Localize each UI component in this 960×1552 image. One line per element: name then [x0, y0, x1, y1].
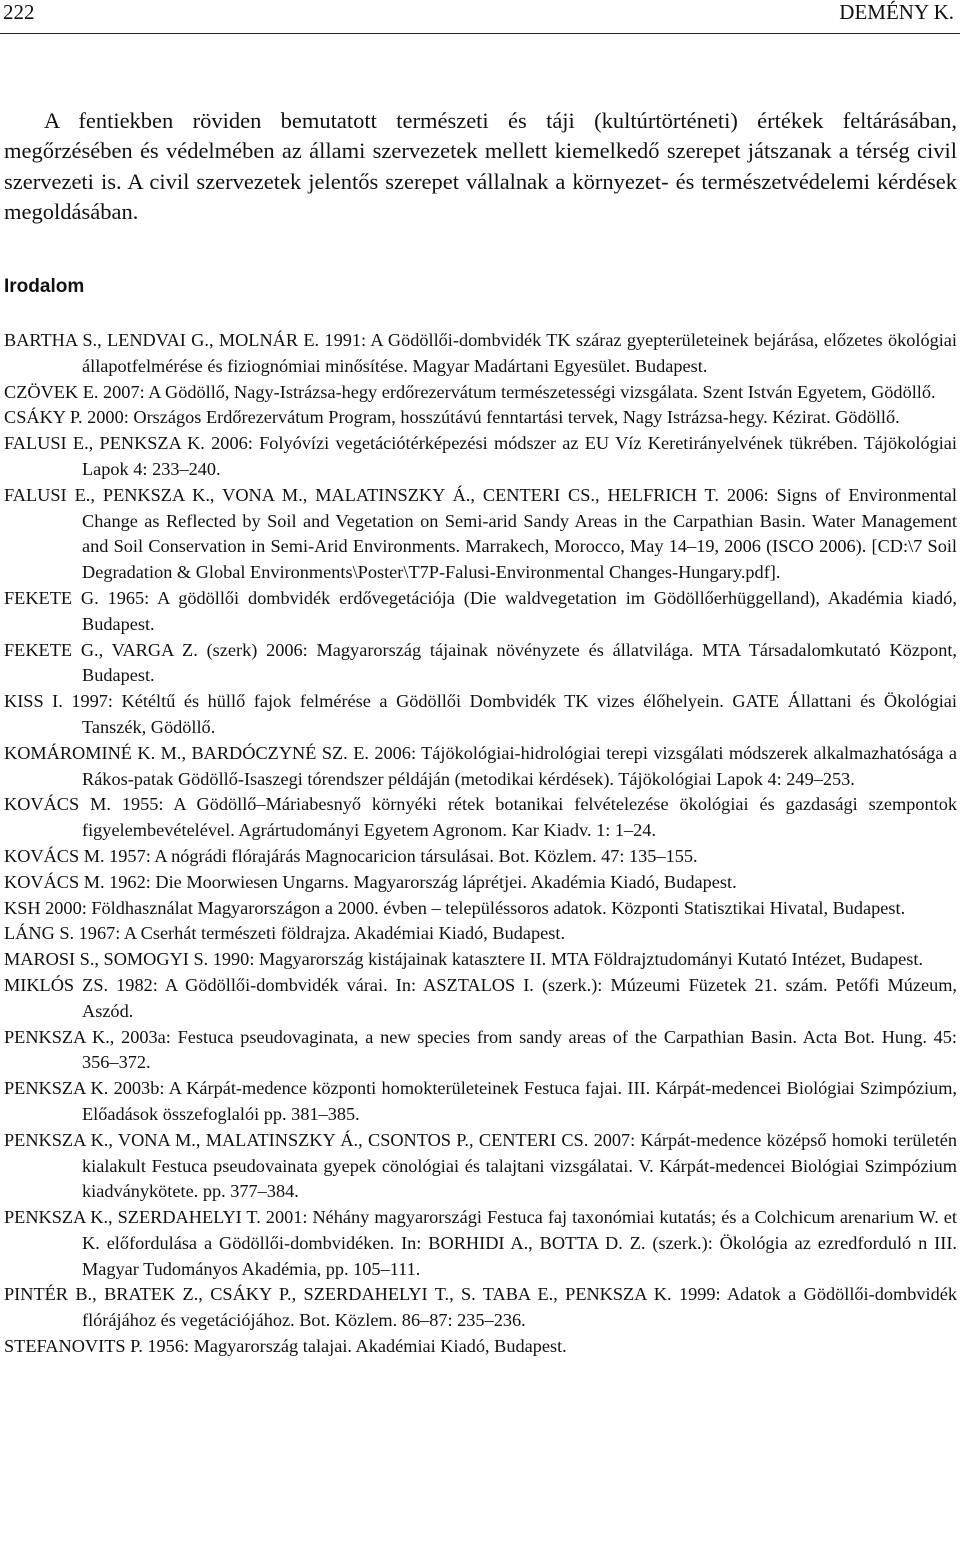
reference-entry: [4, 1076, 957, 1128]
page-header: [0, 0, 960, 30]
reference-authors: PENKSZA K.: [4, 1078, 109, 1099]
reference-text: , 2003a: Festuca pseudovaginata, a new species from sandy areas of the Carpathian Basin. Acta Bot. Hung. 45: 356–372.: [82, 1026, 958, 1073]
reference-authors: MAROSI S., SOMOGYI S.: [4, 949, 209, 970]
reference-text: 2003b: A Kárpát-medence központi homokterületeinek Festuca fajai. III. Kárpát-medencei Biológiai Szimpózium, Előadások összefoglalói pp. 381–385.: [82, 1078, 957, 1124]
reference-authors: CZÖVEK E.: [4, 381, 99, 402]
reference-entry: [4, 792, 957, 844]
reference-authors: KSH: [4, 897, 41, 918]
reference-text: 1956: Magyarország talajai. Akadémiai Kiadó, Budapest.: [142, 1336, 567, 1357]
reference-authors: KOVÁCS M.: [4, 845, 105, 866]
reference-entry: [4, 1334, 957, 1360]
reference-text: 2000: Országos Erdőrezervátum Program, hosszútávú fenntartási tervek, Nagy Istrázsa-hegy. Kézirat. Gödöllő.: [82, 407, 900, 428]
reference-entry: [4, 921, 957, 947]
reference-entry: [4, 638, 957, 690]
section-title: Irodalom: [4, 276, 85, 297]
reference-authors: BARTHA S., LENDVAI G., MOLNÁR E.: [4, 330, 320, 350]
reference-entry: [4, 1025, 957, 1077]
reference-list: [4, 328, 957, 1360]
header-rule: [0, 33, 960, 34]
reference-text: 1990: Magyarország kistájainak katasztere II. MTA Földrajztudományi Kutató Intézet, Budapest.: [208, 949, 924, 970]
reference-text: 2006: Tájökológiai-hidrológiai terepi vizsgálati módszerek alkalmazhatósága a Rákos-patak Gödöllő-Isaszegi tórendszer példáján (metodikai kérdések). Tájökológiai Lapok 4: 249–253.: [82, 742, 957, 789]
reference-entry: [4, 947, 957, 973]
reference-authors: LÁNG S.: [4, 923, 75, 944]
reference-entry: [4, 870, 957, 896]
reference-text: 1967: A Cserhát természeti földrajza. Akadémiai Kiadó, Budapest.: [74, 923, 566, 944]
reference-authors: FALUSI E., PENKSZA K.: [4, 433, 205, 454]
reference-authors: KOMÁROMINÉ K. M., BARDÓCZYNÉ SZ. E.: [4, 742, 369, 763]
reference-authors: FEKETE G.: [4, 587, 99, 608]
reference-text: 2007: A Gödöllő, Nagy-Istrázsa-hegy erdőrezervátum természetességi vizsgálata. Szent István Egyetem, Gödöllő.: [98, 381, 936, 402]
reference-authors: KOVÁCS M.: [4, 794, 111, 815]
reference-authors: PENKSZA K., VONA M., MALATINSZKY Á., CSONTOS P., CENTERI CS.: [4, 1129, 589, 1150]
reference-authors: PENKSZA K., SZERDAHELYI T.: [4, 1207, 261, 1228]
reference-entry: [4, 431, 957, 483]
reference-text: 2006: Signs of Environmental Change as Reflected by Soil and Vegetation on Semi-arid Sandy Areas in the Carpathian Basin. Water Management and Soil Conservation in Semi-Arid Environments. Marrakech, Morocco, May 14–19, 2006 (ISCO 2006). [CD:\7 Soil Degradation & Global Environments\Poster\T7P-Falusi-Environmental Changes-Hungary.pdf].: [82, 484, 957, 583]
reference-entry: [4, 483, 957, 586]
reference-text: 2001: Néhány magyarországi Festuca faj taxonómiai kutatás; és a Colchicum arenarium W. et K. előfordulása a Gödöllői-dombvidéken. In: BORHIDI A., BOTTA D. Z. (szerk.): Ökológia az ezredforduló n III. Magyar Tudományos Akadémia, pp. 105–111.: [82, 1207, 957, 1279]
page-number: 222: [3, 0, 35, 24]
reference-text: 2000: Földhasználat Magyarországon a 2000. évben – településsoros adatok. Központi Statisztikai Hivatal, Budapest.: [40, 897, 906, 918]
reference-entry: [4, 380, 957, 406]
reference-text: (szerk) 2006: Magyarország tájainak növényzete és állatvilága. MTA Társadalomkutató Központ, Budapest.: [82, 639, 957, 686]
reference-text: 1991: A Gödöllői-dombvidék TK száraz gyepterületeinek bejárása, előzetes ökológiai állapotfelmérése és fiziognómiai minősítése. Magyar Madártani Egyesület. Budapest.: [82, 330, 957, 376]
reference-text: 1965: A gödöllői dombvidék erdővegetációja (Die waldvegetation im Gödöllőerhüggelland), Akadémia kiadó, Budapest.: [82, 587, 957, 634]
reference-text: 1962: Die Moorwiesen Ungarns. Magyarország láprétjei. Akadémia Kiadó, Budapest.: [104, 871, 737, 892]
reference-text: 1955: A Gödöllő–Máriabesnyő környéki rétek botanikai felvételezése ökológiai és gazdasági szempontok figyelembevételével. Agrártudományi Egyetem Agronom. Kar Kiadv. 1: 1–24.: [82, 794, 957, 841]
reference-entry: [4, 1282, 957, 1334]
reference-authors: KOVÁCS M.: [4, 871, 105, 892]
reference-entry: [4, 973, 957, 1025]
reference-authors: PINTÉR B., BRATEK Z., CSÁKY P., SZERDAHELYI T., S. TABA E., PENKSZA K.: [4, 1284, 672, 1305]
reference-authors: PENKSZA K.: [4, 1026, 110, 1047]
reference-authors: FALUSI E., PENKSZA K., VONA M., MALATINSZKY Á., CENTERI CS., HELFRICH T.: [4, 484, 719, 505]
reference-entry: [4, 1128, 957, 1205]
reference-authors: MIKLÓS ZS.: [4, 974, 109, 995]
reference-entry: [4, 844, 957, 870]
reference-entry: [4, 689, 957, 741]
reference-text: 1957: A nógrádi flórajárás Magnocaricion társulásai. Bot. Közlem. 47: 135–155.: [104, 845, 698, 866]
reference-authors: STEFANOVITS P.: [4, 1336, 143, 1357]
reference-authors: FEKETE G., VARGA Z.: [4, 639, 198, 660]
reference-entry: [4, 741, 957, 793]
reference-text: 2006: Folyóvízi vegetációtérképezési módszer az EU Víz Keretirányelvének tükrében. Tájökológiai Lapok 4: 233–240.: [82, 433, 957, 479]
reference-text: 2007: Kárpát-medence középső homoki területén kialakult Festuca pseudovainata gyepek cönológiai és talajtani vizsgálatai. V. Kárpát-medencei Biológiai Szimpózium kiadványkötete. pp. 377–384.: [82, 1129, 957, 1202]
reference-text: 1982: A Gödöllői-dombvidék várai. In: ASZTALOS I. (szerk.): Múzeumi Füzetek 21. szám. Petőfi Múzeum, Aszód.: [82, 974, 957, 1021]
reference-entry: [4, 1205, 957, 1282]
reference-authors: KISS I.: [4, 691, 63, 712]
intro-paragraph: A fentiekben röviden bemutatott természeti és táji (kultúrtörténeti) értékek feltárásában, megőrzésében és védelmében az állami szervezetek mellett kiemelkedő szerepet játszanak a térség civil szervezeti is. A civil szervezetek jelentős szerepet vállalnak a környezet- és természetvédelemi kérdések megoldásában.: [4, 107, 957, 224]
reference-entry: [4, 405, 957, 431]
reference-entry: [4, 586, 957, 638]
reference-entry: [4, 896, 957, 922]
reference-entry: [4, 328, 957, 380]
running-head: DEMÉNY K.: [839, 0, 954, 24]
reference-text: 1997: Kétéltű és hüllő fajok felmérése a Gödöllői Dombvidék TK vizes élőhelyein. GATE Állattani és Ökológiai Tanszék, Gödöllő.: [62, 691, 958, 737]
reference-text: 1999: Adatok a Gödöllői-dombvidék flórájához és vegetációjához. Bot. Közlem. 86–87: 235–236.: [82, 1284, 957, 1331]
reference-authors: CSÁKY P.: [4, 407, 83, 428]
